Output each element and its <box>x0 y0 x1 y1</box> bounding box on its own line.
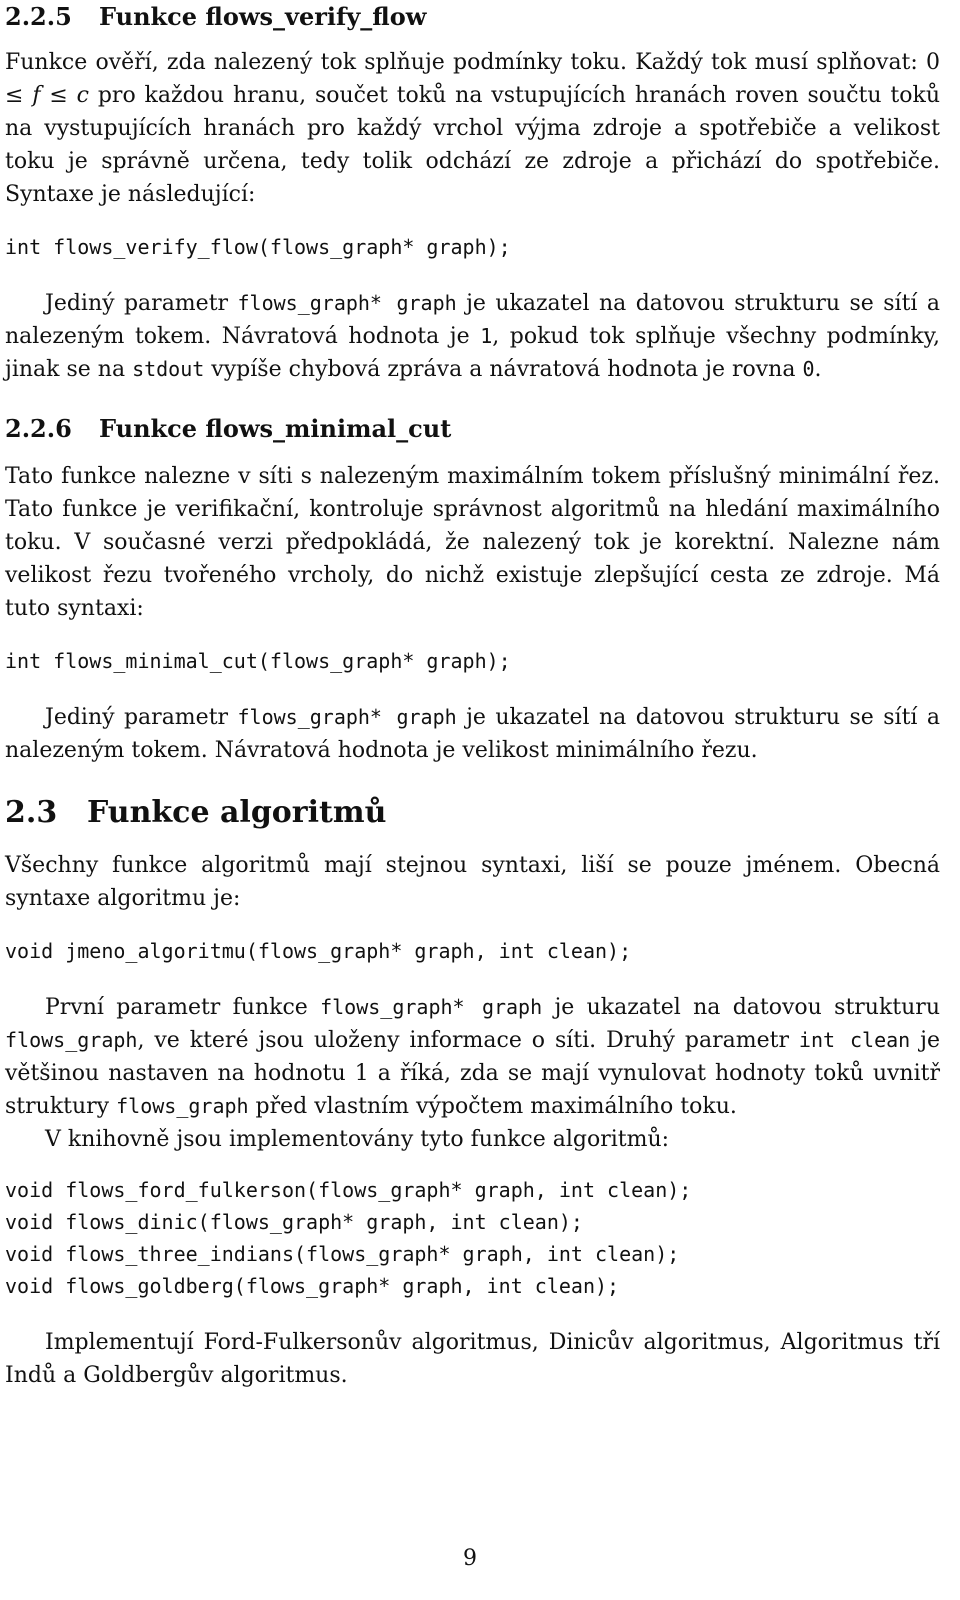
section-title: Funkce algoritmů <box>87 795 387 830</box>
text: před vlastním výpočtem maximálního toku. <box>248 1094 737 1119</box>
text: je ukazatel na datovou strukturu se sítí a nalezeným tokem. Návratová hodnota je velikost minimálního řezu. <box>5 705 940 763</box>
math-c: c <box>76 83 89 108</box>
paragraph <box>5 46 940 211</box>
paragraph: Tato funkce nalezne v síti s nalezeným maximálním tokem příslušný minimální řez. Tato funkce je verifikační, kontroluje správnost algoritmů na hledání maximálního toku. V současné verzi předpokládá, že nalezený tok je korektní. Nalezne nám velikost řezu tvořeného vrcholy, do nichž existuje zlepšující cesta ze zdroje. Má tuto syntaxi: <box>5 464 940 621</box>
section-title: Funkce flows_minimal_cut <box>99 414 452 443</box>
text: je ukazatel na datovou strukturu <box>542 995 940 1020</box>
code-line: void flows_ford_fulkerson(flows_graph* graph, int clean); <box>5 1178 692 1202</box>
inline-code: 1 <box>480 324 493 348</box>
page-content <box>5 0 940 1392</box>
inline-code: stdout <box>132 357 205 381</box>
inline-code: 0 <box>802 357 815 381</box>
section-2-2-6-heading <box>5 412 940 446</box>
math-f: f <box>32 83 41 108</box>
text: Jediný parametr <box>45 291 238 316</box>
text: je ukazatel na datovou strukturu se sítí a nalezeným tokem. Návratová hodnota je <box>5 291 940 349</box>
text: , pokud tok splňuje všechny podmínky, jinak se na <box>5 324 940 382</box>
inline-code: flows_graph* graph <box>237 291 457 315</box>
code-listing <box>5 1174 940 1302</box>
inline-code: flows_graph <box>5 1028 138 1052</box>
section-2-2-5-heading <box>5 0 940 34</box>
paragraph <box>5 287 940 386</box>
code-block: int flows_minimal_cut(flows_graph* graph); <box>5 649 511 673</box>
code-line: void flows_dinic(flows_graph* graph, int clean); <box>5 1210 583 1234</box>
text: vypíše chybová zpráva a návratová hodnota je rovna <box>204 357 803 382</box>
section-title: Funkce flows_verify_flow <box>99 2 427 31</box>
text: je většinou nastaven na hodnotu 1 a říká, zda se mají vynulovat hodnoty toků uvnitř struktury <box>5 1028 940 1119</box>
inline-code: int clean <box>798 1028 911 1052</box>
inline-code: flows_graph <box>116 1094 249 1118</box>
inline-code: flows_graph* graph <box>320 995 543 1019</box>
section-number: 2.3 <box>5 795 58 830</box>
paragraph: Implementují Ford-Fulkersonův algoritmus, Dinicův algoritmus, Algoritmus tří Indů a Goldbergův algoritmus. <box>5 1330 940 1388</box>
code-block: int flows_verify_flow(flows_graph* graph); <box>5 235 511 259</box>
math-leq: ≤ <box>5 83 24 108</box>
text: Funkce ověří, zda nalezený tok splňuje podmínky toku. Každý tok musí splňovat: <box>5 50 926 75</box>
code-block: void jmeno_algoritmu(flows_graph* graph, int clean); <box>5 939 632 963</box>
paragraph: V knihovně jsou implementovány tyto funkce algoritmů: <box>45 1127 670 1152</box>
text: Jediný parametr <box>45 705 238 730</box>
section-number: 2.2.6 <box>5 414 72 443</box>
paragraph: Všechny funkce algoritmů mají stejnou syntaxi, liší se pouze jménem. Obecná syntaxe algoritmu je: <box>5 853 940 911</box>
inline-code: flows_graph* graph <box>237 705 457 729</box>
text: První parametr funkce <box>45 995 321 1020</box>
text: pro každou hranu, součet toků na vstupujících hranách roven součtu toků na vystupujících hranách pro každý vrchol výjma zdroje a spotřebiče a velikost toku je správně určena, tedy tolik odchází ze zdroje a přichází do spotřebiče. Syntaxe je následující: <box>5 83 941 207</box>
section-number: 2.2.5 <box>5 2 72 31</box>
section-2-3-heading <box>5 793 940 833</box>
code-line: void flows_goldberg(flows_graph* graph, int clean); <box>5 1274 620 1298</box>
paragraph <box>5 701 940 767</box>
math-zero: 0 <box>926 50 940 75</box>
text: . <box>814 357 822 382</box>
paragraph <box>5 991 940 1123</box>
code-line: void flows_three_indians(flows_graph* graph, int clean); <box>5 1242 680 1266</box>
text: , ve které jsou uloženy informace o síti. Druhý parametr <box>137 1028 799 1053</box>
math-leq-2: ≤ <box>49 83 68 108</box>
page-number: 9 <box>463 1546 477 1571</box>
